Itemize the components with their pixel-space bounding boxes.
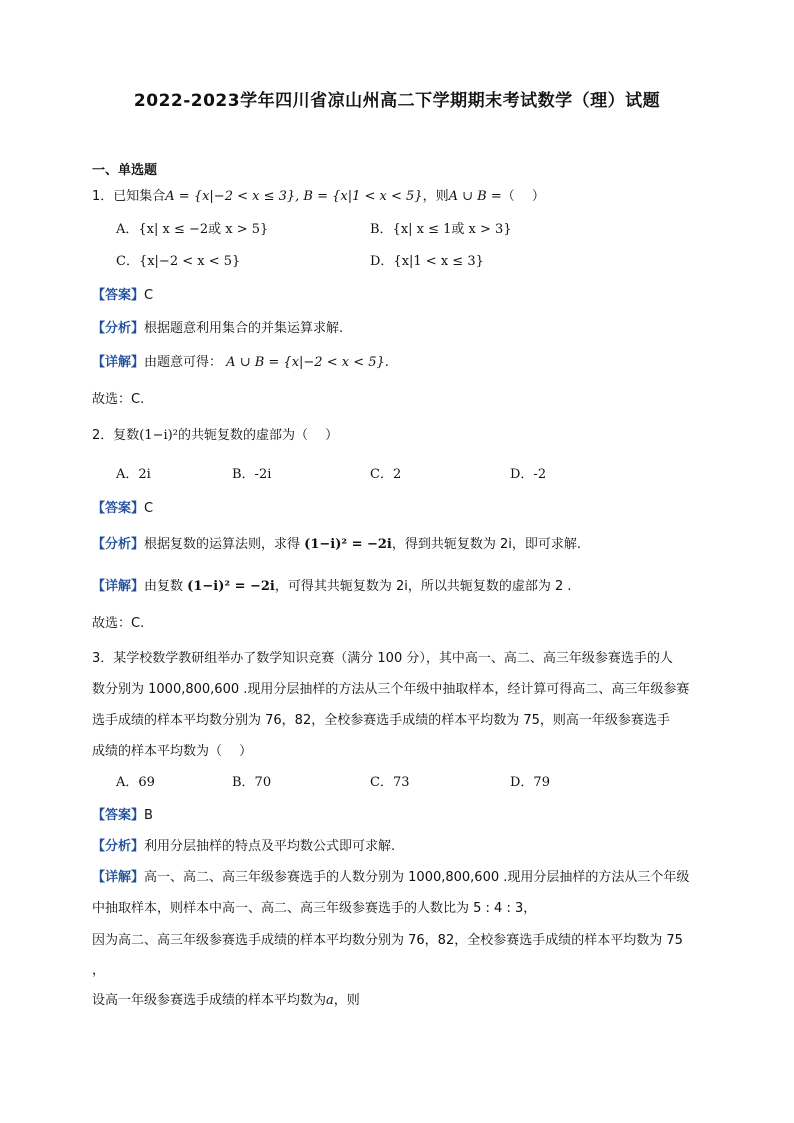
q2-detail-math: (1−i)² = −2i: [187, 579, 275, 594]
q1-analysis: 根据题意利用集合的并集运算求解.: [144, 321, 344, 336]
q3-detail-line-3: 因为高二、高三年级参赛选手成绩的样本平均数分别为 76，82，全校参赛选手成绩的样本平均数为 75: [92, 933, 683, 948]
q3-analysis: 利用分层抽样的特点及平均数公式即可求解.: [144, 839, 396, 854]
q2-conclusion: 故选：C.: [92, 616, 145, 631]
q1-analysis-row: [92, 320, 343, 338]
q3-detail-line-2: 中抽取样本，则样本中高一、高二、高三年级参赛选手的人数比为 5 : 4 : 3，: [92, 901, 537, 916]
q3-detail-line-4: ，: [92, 963, 106, 978]
q1-answer: C: [144, 288, 154, 303]
answer-tag: 【答案】: [92, 288, 145, 303]
q2-math: (1−i)²: [139, 428, 178, 443]
q2-analysis-row: [92, 536, 581, 554]
q2-detail-a: 由复数: [144, 579, 184, 594]
question-2: [92, 427, 338, 445]
q1-detail-text: 由题意可得：: [144, 355, 223, 370]
q1-conclusion: 故选：C.: [92, 392, 145, 407]
q3-option-b: B．70: [232, 775, 272, 790]
q3-line-2: 数分别为 1000,800,600 .现用分层抽样的方法从三个年级中抽取样本，经计算可得高二、高三年级参赛: [92, 682, 690, 697]
q3-answer-row: [92, 807, 153, 825]
q1-option-a: A．{x| x ≤ −2或 x > 5}: [116, 222, 269, 237]
q1-suffix: （ ）: [501, 189, 545, 204]
analysis-tag: 【分析】: [92, 321, 145, 336]
q2-option-a: A．2i: [116, 467, 151, 482]
q3-line-1: 3．某学校数学教研组举办了数学知识竞赛（满分 100 分），其中高一、高二、高三年级参赛选手的人: [92, 651, 673, 666]
analysis-tag: 【分析】: [92, 537, 145, 552]
q2-detail-row: [92, 578, 572, 596]
q3-line-3: 选手成绩的样本平均数分别为 76，82，全校参赛选手成绩的样本平均数为 75，则高一年级参赛选手: [92, 713, 670, 728]
q1-math2: A ∪ B =: [448, 189, 502, 204]
q1-detail-row: [92, 354, 389, 372]
q2-analysis-math: (1−i)² = −2i: [304, 537, 392, 552]
q2-answer: C: [144, 501, 154, 516]
q1-detail-math: A ∪ B = {x|−2 < x < 5}.: [226, 355, 389, 370]
q3-analysis-row: [92, 838, 395, 856]
q3-detail-end: ，则: [333, 993, 360, 1008]
q2-option-b: B．-2i: [232, 467, 272, 482]
q3-detail-text: 设高一年级参赛选手成绩的样本平均数为: [92, 993, 327, 1008]
q2-detail-b: ，可得其共轭复数为 2i，所以共轭复数的虚部为 2 .: [274, 579, 572, 594]
detail-tag: 【详解】: [92, 579, 145, 594]
q1-math: A = {x|−2 < x ≤ 3}, B = {x|1 < x < 5}: [165, 189, 423, 204]
q3-detail-line-5: [92, 992, 360, 1010]
q1-option-b: B．{x| x ≤ 1或 x > 3}: [370, 222, 512, 237]
q3-detail-var: a: [326, 993, 334, 1008]
q2-option-d: D．-2: [510, 467, 547, 482]
section-heading: 一、单选题: [92, 163, 158, 178]
q2-suffix: 的共轭复数的虚部为（ ）: [177, 428, 339, 443]
q3-detail-line-1: 高一、高二、高三年级参赛选手的人数分别为 1000,800,600 .现用分层抽样的方法从三个年级: [144, 870, 690, 885]
q2-option-c: C．2: [370, 467, 402, 482]
q3-option-c: C．73: [370, 775, 410, 790]
q2-analysis-b: ，得到共轭复数为 2i，即可求解.: [391, 537, 582, 552]
page-title: 2022-2023学年四川省凉山州高二下学期期末考试数学（理）试题: [133, 91, 661, 111]
detail-tag: 【详解】: [92, 870, 145, 885]
q1-option-d: D．{x|1 < x ≤ 3}: [370, 254, 484, 269]
question-1: [92, 188, 545, 206]
answer-tag: 【答案】: [92, 501, 145, 516]
detail-tag: 【详解】: [92, 355, 145, 370]
q3-detail-row: [92, 869, 689, 887]
q3-answer: B: [144, 808, 153, 823]
q1-option-c: C．{x|−2 < x < 5}: [116, 254, 241, 269]
q1-mid: ，则: [422, 189, 449, 204]
q3-line-4: 成绩的样本平均数为（ ）: [92, 744, 253, 759]
answer-tag: 【答案】: [92, 808, 145, 823]
q3-option-d: D．79: [510, 775, 550, 790]
q3-option-a: A．69: [116, 775, 155, 790]
q2-prefix: 2．复数: [92, 428, 140, 443]
q1-prefix: 1．已知集合: [92, 189, 166, 204]
q2-answer-row: [92, 500, 153, 518]
q2-analysis-a: 根据复数的运算法则，求得: [144, 537, 301, 552]
q1-answer-row: [92, 287, 153, 305]
analysis-tag: 【分析】: [92, 839, 145, 854]
